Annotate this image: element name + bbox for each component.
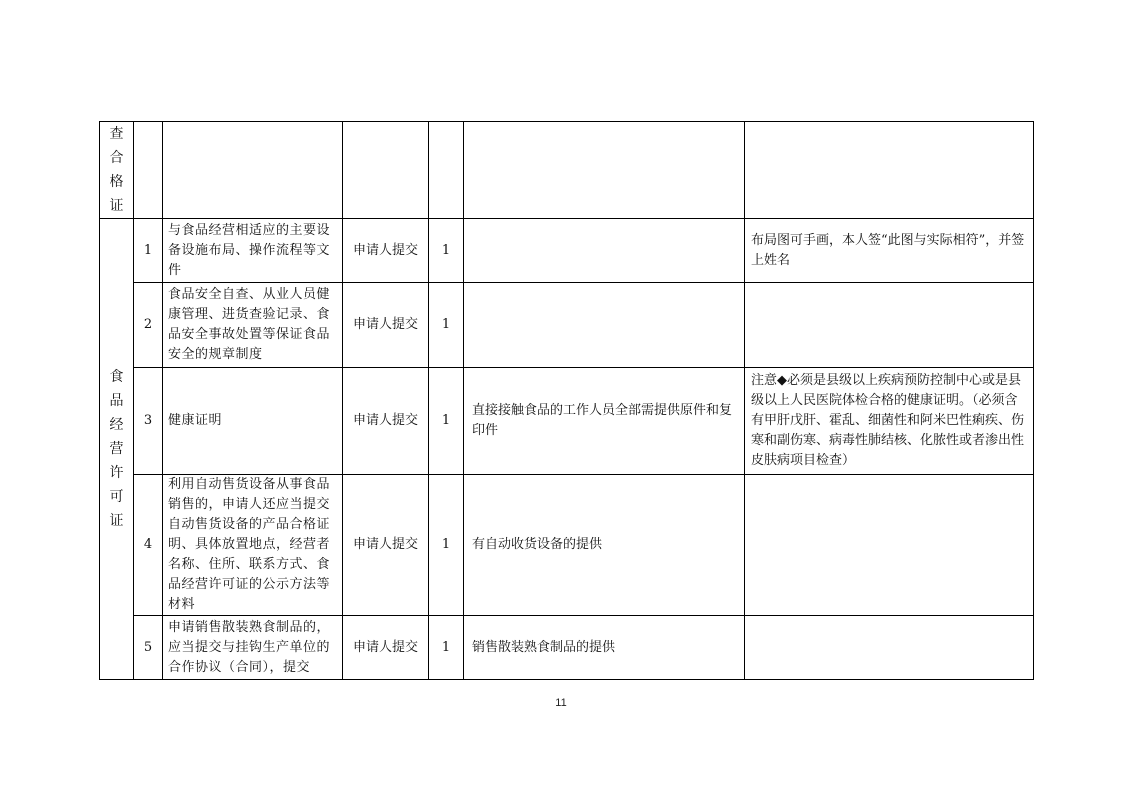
category-label: 食品经营许可证 — [109, 369, 124, 529]
material-name: 利用自动售货设备从事食品销售的，申请人还应当提交自动售货设备的产品合格证明、具体放置地点，经营者名称、住所、联系方式、食品经营许可证的公示方法等材料 — [163, 475, 343, 616]
note — [745, 616, 1034, 680]
requirement: 销售散装熟食制品的提供 — [464, 616, 745, 680]
requirement: 直接接触食品的工作人员全部需提供原件和复印件 — [464, 368, 745, 475]
requirement — [464, 219, 745, 283]
quantity: 1 — [429, 368, 464, 475]
table-row — [100, 475, 1034, 616]
note: 注意◆必须是县级以上疾病预防控制中心或是县级以上人民医院体检合格的健康证明。（必须含有甲肝戊肝、霍乱、细菌性和阿米巴性痢疾、伤寒和副伤寒、病毒性肺结核、化脓性或者渗出性皮肤病项目检查） — [745, 368, 1034, 475]
note: 布局图可手画，本人签“此图与实际相符”，并签上姓名 — [745, 219, 1034, 283]
empty-cell — [343, 122, 429, 219]
quantity: 1 — [429, 616, 464, 680]
submitter: 申请人提交 — [343, 616, 429, 680]
row-number: 2 — [134, 283, 163, 368]
empty-cell — [429, 122, 464, 219]
quantity: 1 — [429, 475, 464, 616]
quantity: 1 — [429, 283, 464, 368]
empty-cell — [134, 122, 163, 219]
row-number: 1 — [134, 219, 163, 283]
material-name: 与食品经营相适应的主要设备设施布局、操作流程等文件 — [163, 219, 343, 283]
table-row — [100, 122, 1034, 219]
note — [745, 475, 1034, 616]
row-number: 5 — [134, 616, 163, 680]
table-row — [100, 616, 1034, 680]
category-label: 查合格证 — [109, 126, 124, 214]
table-row — [100, 283, 1034, 368]
table-row — [100, 368, 1034, 475]
category-cell — [100, 122, 134, 219]
quantity: 1 — [429, 219, 464, 283]
submitter: 申请人提交 — [343, 368, 429, 475]
row-number: 3 — [134, 368, 163, 475]
material-name: 食品安全自查、从业人员健康管理、进货查验记录、食品安全事故处置等保证食品安全的规章制度 — [163, 283, 343, 368]
submitter: 申请人提交 — [343, 283, 429, 368]
material-name: 申请销售散装熟食制品的，应当提交与挂钩生产单位的合作协议（合同），提交 — [163, 616, 343, 680]
empty-cell — [163, 122, 343, 219]
submitter: 申请人提交 — [343, 219, 429, 283]
requirement — [464, 283, 745, 368]
page-number: 11 — [555, 697, 567, 709]
submitter: 申请人提交 — [343, 475, 429, 616]
note — [745, 283, 1034, 368]
category-cell — [100, 219, 134, 680]
row-number: 4 — [134, 475, 163, 616]
empty-cell — [745, 122, 1034, 219]
empty-cell — [464, 122, 745, 219]
table-row — [100, 219, 1034, 283]
materials-table — [99, 121, 1034, 680]
requirement: 有自动收货设备的提供 — [464, 475, 745, 616]
material-name: 健康证明 — [163, 368, 343, 475]
